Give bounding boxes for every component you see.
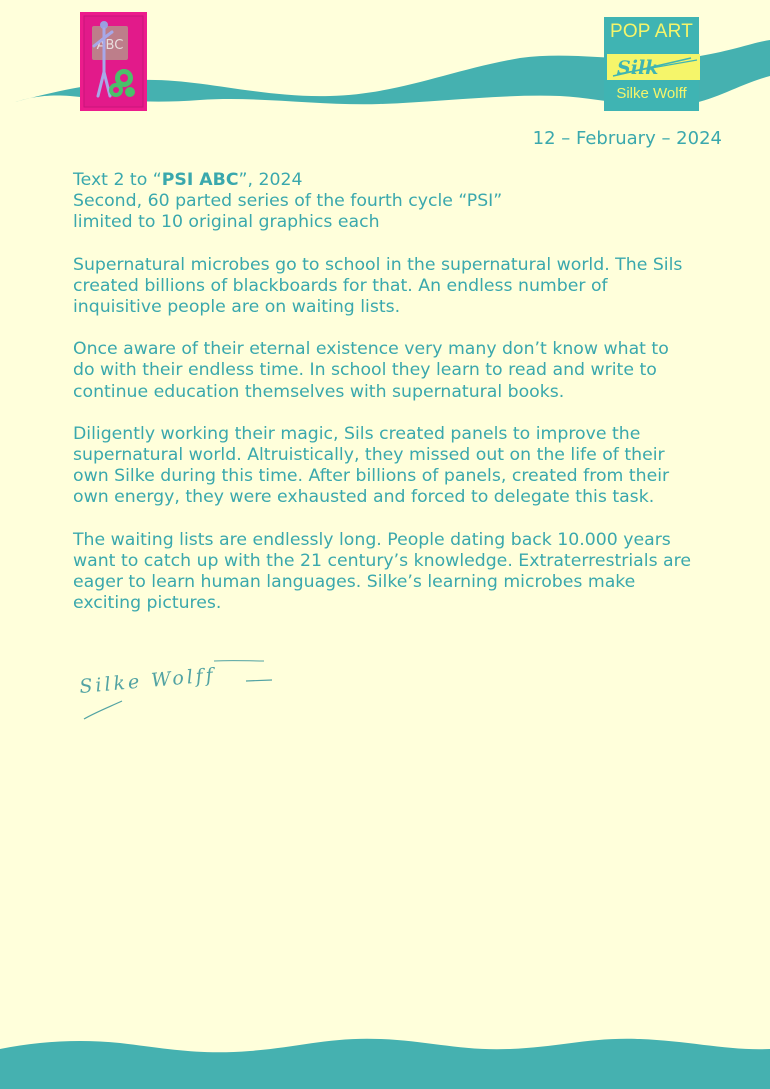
bottom-wave-decoration [0, 1029, 770, 1089]
logo-artist-name: Silke Wolff [616, 85, 687, 102]
logo-title: POP ART [609, 21, 694, 42]
intro-suffix: ”, 2024 [238, 170, 303, 190]
series-title: PSI ABC [161, 170, 239, 190]
intro-line-3: limited to 10 original graphics each [73, 212, 380, 233]
pop-art-logo [604, 17, 699, 111]
paragraph: Diligently working their magic, Sils created panels to improve the supernatural world. Altruistically, they missed out on the life of their own Silke during this time. After billions of panels, created from their own energy, they were exhausted and forced to delegate this task. [73, 423, 670, 508]
intro-prefix: Text 2 to “ [73, 170, 162, 190]
artwork-label: ABC [96, 38, 124, 53]
paragraph: The waiting lists are endlessly long. People dating back 10.000 years want to catch up with the 21 century’s knowledge. Extraterrestrials are eager to learn human languages. Silke’s learning microbes make exciting pictures. [73, 529, 692, 614]
paragraph: Supernatural microbes go to school in the supernatural world. The Sils created billions of blackboards for that. An endless number of inquisitive people are on waiting lists. [73, 254, 683, 318]
intro-block [73, 170, 733, 234]
paragraph: Once aware of their eternal existence very many don’t know what to do with their endless time. In school they learn to read and write to continue education themselves with supernatural books. [73, 339, 669, 402]
letter-body [73, 170, 733, 635]
letter-date: 12 – February – 2024 [532, 128, 722, 149]
handwritten-signature [74, 655, 284, 725]
svg-text:Silk: Silk [617, 57, 659, 79]
silk-script-mark [607, 54, 700, 80]
artwork-thumbnail [80, 12, 147, 111]
svg-text:Silke Wolff: Silke Wolff [78, 664, 217, 698]
intro-line-2: Second, 60 parted series of the fourth cycle “PSI” [73, 191, 503, 212]
logo-script-bar [607, 54, 700, 80]
